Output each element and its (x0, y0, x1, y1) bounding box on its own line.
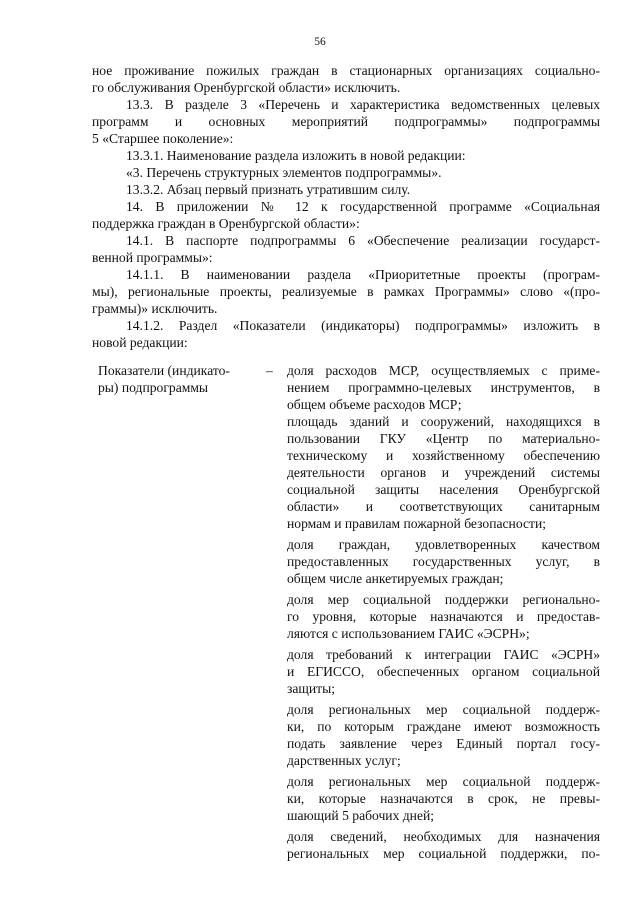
table-value-line: го уровня, которые назначаются и предостав- (287, 609, 600, 624)
table-value-line: техническому и хозяйственному обеспечению (287, 448, 600, 463)
paragraph-line: 14.1. В паспорте подпрограммы 6 «Обеспечение реализации государст- (126, 233, 600, 248)
table-value-line: доля граждан, удовлетворенных качеством (287, 537, 600, 552)
table-value-line: области» и соответствующих санитарным (287, 499, 600, 514)
table-value-line: пользовании ГКУ «Центр по материально- (287, 431, 600, 446)
table-value-line: защиты; (287, 681, 335, 696)
table-value-line: подать заявление через Единый портал госу- (287, 736, 600, 751)
table-value-line: шающий 5 рабочих дней; (287, 808, 435, 823)
table-value-line: деятельности органов и учреждений системы (287, 465, 600, 480)
paragraph-line: венной программы»: (92, 250, 213, 265)
table-value-line: и ЕГИССО, обеспеченных органом социальной (287, 664, 600, 679)
table-value-line: ляются с использованием ГАИС «ЭСРН»; (287, 626, 530, 641)
paragraph-line: ное проживание пожилых граждан в стационарных организациях социально- (92, 63, 600, 78)
paragraph-line: поддержка граждан в Оренбургской области»: (92, 216, 360, 231)
paragraph-line: граммы)» исключить. (92, 301, 218, 316)
table-label-line: Показатели (индикато- (98, 363, 230, 378)
table-value-line: доля региональных мер социальной поддерж- (287, 702, 600, 717)
table-label-line: ры) подпрограммы (98, 380, 209, 395)
paragraph-line: «3. Перечень структурных элементов подпрограммы». (126, 165, 442, 180)
table-value-line: доля мер социальной поддержки регионально- (287, 592, 600, 607)
table-value-line: площадь зданий и сооружений, находящихся в (287, 414, 600, 429)
table-value-line: доля требований к интеграции ГАИС «ЭСРН» (287, 647, 600, 662)
table-value-line: ки, которые назначаются в срок, не превы- (287, 791, 600, 806)
table-value-line: социальной защиты населения Оренбургской (287, 482, 600, 497)
paragraph-line: новой редакции: (92, 335, 188, 350)
table-value-line: предоставленных государственных услуг, в (287, 554, 600, 569)
paragraph-line: 13.3. В разделе 3 «Перечень и характеристика ведомственных целевых (126, 97, 600, 112)
paragraph-line: мы), региональные проекты, реализуемые в рамках Программы» слово «(про- (92, 284, 600, 299)
paragraph-line: 14.1.2. Раздел «Показатели (индикаторы) подпрограммы» изложить в (126, 318, 600, 333)
paragraph-line: го обслуживания Оренбургской области» исключить. (92, 80, 401, 95)
paragraph-line: 14.1.1. В наименовании раздела «Приоритетные проекты (програм- (126, 267, 600, 282)
table-value-line: нением программно-целевых инструментов, в (287, 380, 600, 395)
table-value-line: региональных мер социальной поддержки, по- (287, 846, 600, 861)
paragraph-line: 14. В приложении № 12 к государственной программе «Социальная (126, 199, 600, 214)
paragraph-line: программ и основных мероприятий подпрограммы» подпрограммы (92, 114, 600, 129)
table-value-line: ки, по которым граждане имеют возможность (287, 719, 600, 734)
table-value-line: общем объеме расходов МСР; (287, 397, 462, 412)
table-value-line: общем числе анкетируемых граждан; (287, 571, 504, 586)
table-dash: – (266, 363, 273, 378)
page-number: 56 (314, 36, 326, 48)
table-value-line: дарственных услуг; (287, 753, 401, 768)
paragraph-line: 5 «Старшее поколение»: (92, 131, 234, 146)
table-value-line: доля региональных мер социальной поддерж- (287, 774, 600, 789)
table-value-line: доля расходов МСР, осуществляемых с приме- (287, 363, 600, 378)
paragraph-line: 13.3.1. Наименование раздела изложить в новой редакции: (126, 148, 466, 163)
table-value-line: нормам и правилам пожарной безопасности; (287, 516, 546, 531)
table-value-line: доля сведений, необходимых для назначения (287, 829, 600, 844)
paragraph-line: 13.3.2. Абзац первый признать утратившим силу. (126, 182, 411, 197)
